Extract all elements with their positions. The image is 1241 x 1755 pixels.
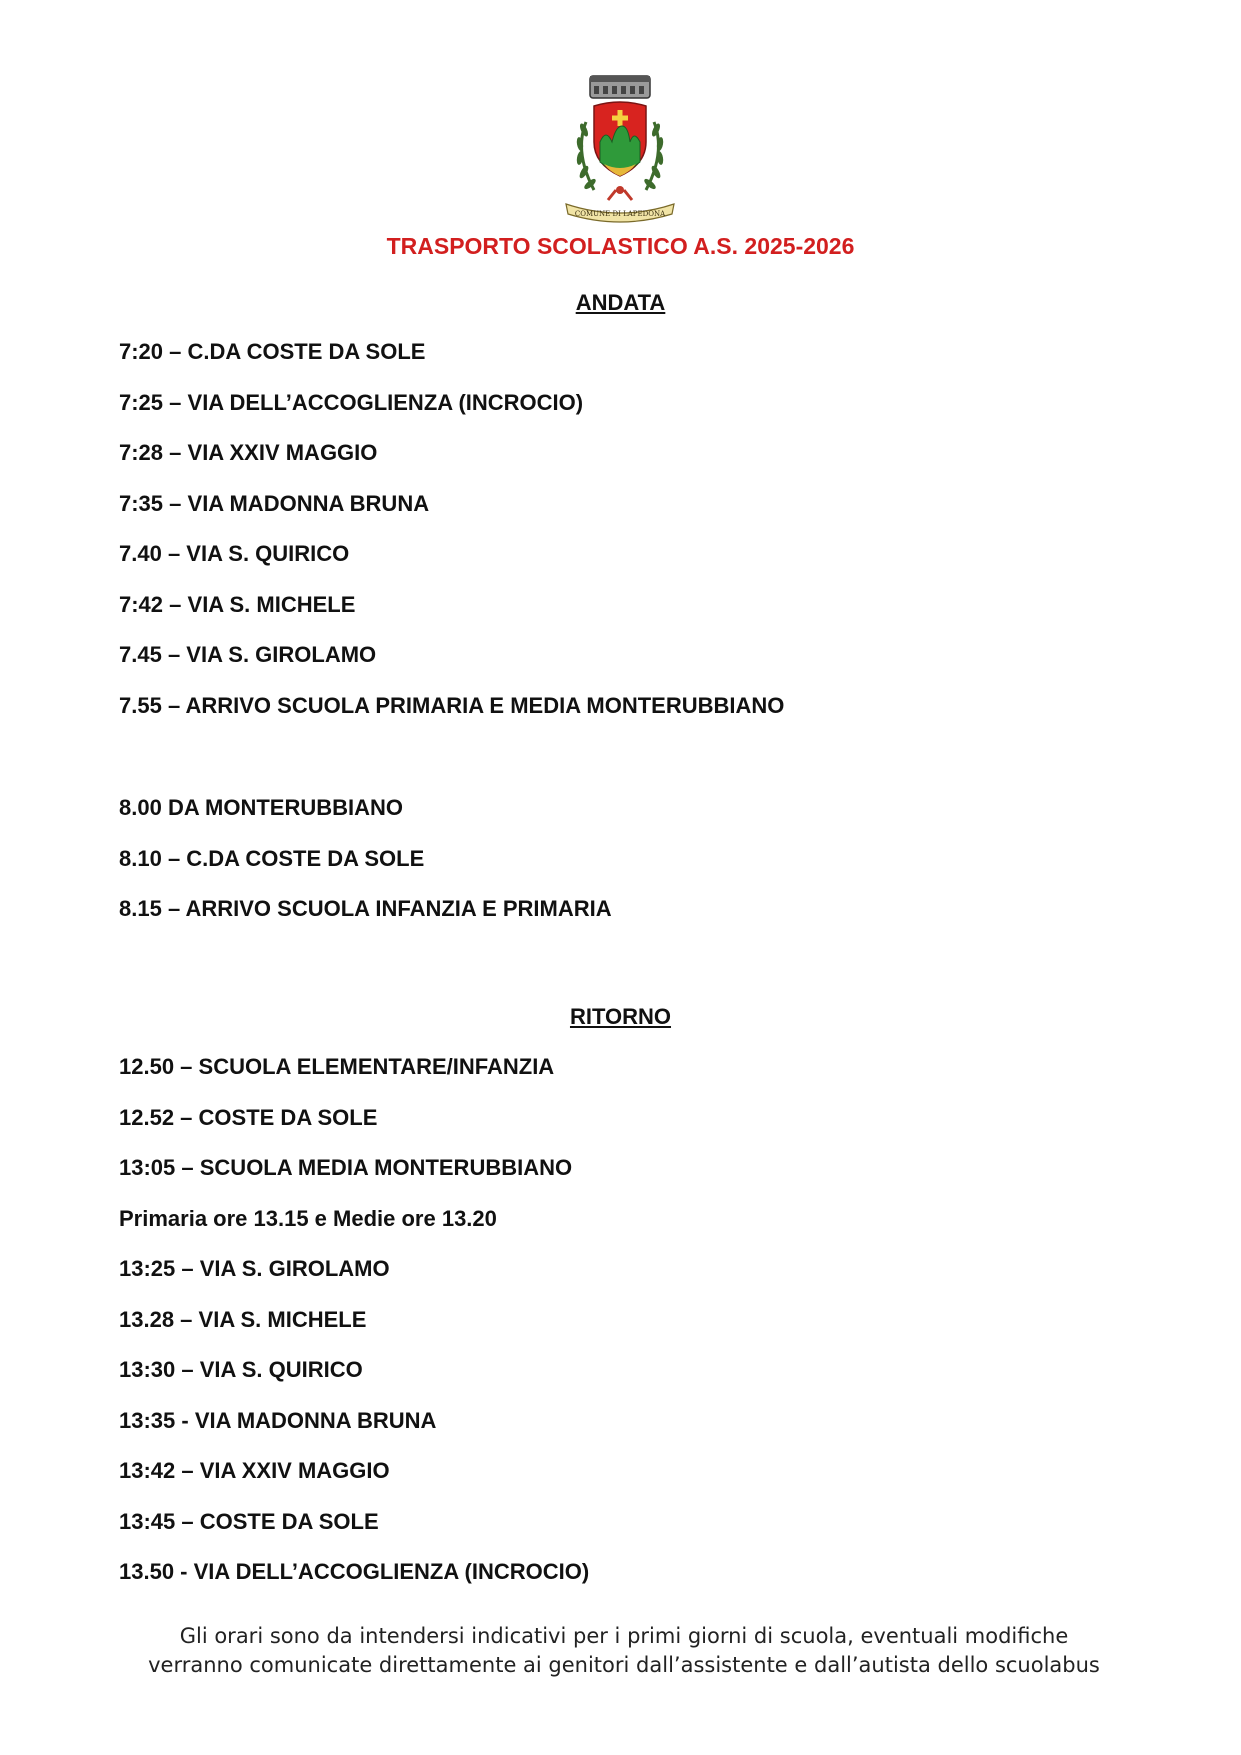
stop-time: 13:25: [119, 1256, 176, 1281]
stop-time: 8.00: [119, 795, 162, 820]
stop-place: VIA DELL’ACCOGLIENZA (INCROCIO): [187, 389, 584, 415]
andata-heading: ANDATA: [575, 290, 666, 315]
comune-crest-logo: [560, 72, 680, 224]
separator: –: [161, 642, 187, 667]
stop-time: 7:25: [119, 389, 164, 415]
separator: –: [163, 490, 188, 516]
stop-place: VIA S. GIROLAMO: [186, 642, 377, 667]
stop-time: 7:28: [119, 440, 164, 465]
schedule-row: [119, 541, 349, 567]
separator: –: [175, 1256, 200, 1281]
stop-place: VIA MADONNA BRUNA: [187, 490, 430, 516]
page-title: TRASPORTO SCOLASTICO A.S. 2025-2026: [386, 233, 855, 259]
schedule-row: [119, 795, 403, 821]
separator: –: [163, 440, 188, 465]
footnote-line-1: Gli orari sono da intendersi indicativi per i primi giorni di scuola, eventuali modifiche: [179, 1624, 1069, 1648]
stop-place: VIA XXIV MAGGIO: [199, 1458, 390, 1483]
stop-place: SCUOLA MEDIA MONTERUBBIANO: [199, 1155, 573, 1180]
separator: –: [174, 1104, 199, 1130]
separator: –: [161, 541, 187, 566]
schedule-row: [119, 339, 425, 365]
schedule-row: [119, 440, 377, 466]
stop-place: VIA MADONNA BRUNA: [194, 1407, 437, 1433]
schedule-row: [119, 896, 612, 922]
separator: –: [163, 389, 188, 415]
stop-place: VIA S. MICHELE: [198, 1306, 367, 1332]
separator: –: [175, 1508, 200, 1534]
stop-time: 7.45: [119, 642, 162, 667]
schedule-row: [119, 1357, 363, 1383]
stop-time: 13:42: [119, 1458, 176, 1483]
stop-place: VIA XXIV MAGGIO: [187, 440, 378, 465]
footnote: [119, 1622, 1129, 1680]
stop-place: ARRIVO SCUOLA INFANZIA E PRIMARIA: [185, 896, 612, 921]
schedule-row: [119, 1105, 377, 1131]
stop-place: VIA S. QUIRICO: [186, 541, 350, 566]
separator: –: [175, 1357, 200, 1382]
separator: –: [163, 339, 188, 364]
stop-time: 7.55: [119, 692, 162, 718]
stop-time: 13.50: [119, 1559, 175, 1584]
stop-place: VIA S. GIROLAMO: [199, 1256, 390, 1281]
ritorno-heading: RITORNO: [569, 1004, 672, 1029]
schedule-row: [119, 642, 376, 668]
stop-place: C.DA COSTE DA SOLE: [187, 339, 426, 364]
crest-motto: COMUNE DI LAPEDONA: [574, 210, 666, 218]
schedule-row: [119, 592, 355, 618]
stop-time: 7.40: [119, 541, 162, 566]
stop-place: C.DA COSTE DA SOLE: [186, 845, 425, 871]
stop-time: 7:20: [119, 339, 164, 364]
stop-place: ARRIVO SCUOLA PRIMARIA E MEDIA MONTERUBBIANO: [185, 692, 785, 718]
stop-time: 8.10: [119, 845, 162, 871]
stop-time: 8.15: [119, 896, 162, 921]
schedule-row: [119, 390, 583, 416]
stop-time: 12.52: [119, 1104, 175, 1130]
schedule-row: [119, 1054, 554, 1080]
stop-time: 13:05: [119, 1155, 176, 1180]
stop-place: DA MONTERUBBIANO: [167, 795, 404, 820]
separator: –: [175, 1155, 200, 1180]
separator: –: [174, 1054, 199, 1079]
stop-place: SCUOLA ELEMENTARE/INFANZIA: [198, 1054, 555, 1079]
separator: –: [174, 1306, 199, 1332]
stop-time: 12.50: [119, 1054, 175, 1079]
separator: -: [174, 1559, 194, 1584]
schedule-row: [119, 1559, 589, 1585]
schedule-row: [119, 1458, 390, 1484]
stop-time: 13.28: [119, 1306, 175, 1332]
stop-place: VIA S. MICHELE: [187, 591, 356, 617]
schedule-row: [119, 1206, 497, 1232]
stop-time: 13:30: [119, 1357, 176, 1382]
footnote-line-2: verranno comunicate direttamente ai genitori dall’assistente e dall’autista dello scuolabus: [148, 1653, 1100, 1677]
separator: -: [175, 1407, 195, 1433]
stop-place: VIA S. QUIRICO: [199, 1357, 363, 1382]
separator: –: [161, 896, 186, 921]
stop-time: 7:35: [119, 490, 164, 516]
stop-time: 7:42: [119, 591, 164, 617]
separator: –: [161, 692, 186, 718]
stop-time: 13:35: [119, 1407, 176, 1433]
stop-place: Primaria ore 13.15 e Medie ore 13.20: [119, 1205, 497, 1231]
schedule-row: [119, 1509, 379, 1535]
stop-place: COSTE DA SOLE: [198, 1104, 378, 1130]
schedule-row: [119, 491, 429, 517]
stop-place: COSTE DA SOLE: [199, 1508, 379, 1534]
schedule-row: [119, 1307, 366, 1333]
stop-time: 13:45: [119, 1508, 176, 1534]
separator: –: [175, 1458, 200, 1483]
schedule-row: [119, 1155, 572, 1181]
schedule-row: [119, 1408, 436, 1434]
stop-place: VIA DELL’ACCOGLIENZA (INCROCIO): [193, 1559, 590, 1584]
schedule-row: [119, 1256, 390, 1282]
schedule-row: [119, 693, 784, 719]
separator: –: [161, 845, 187, 871]
schedule-row: [119, 846, 424, 872]
separator: –: [163, 591, 188, 617]
